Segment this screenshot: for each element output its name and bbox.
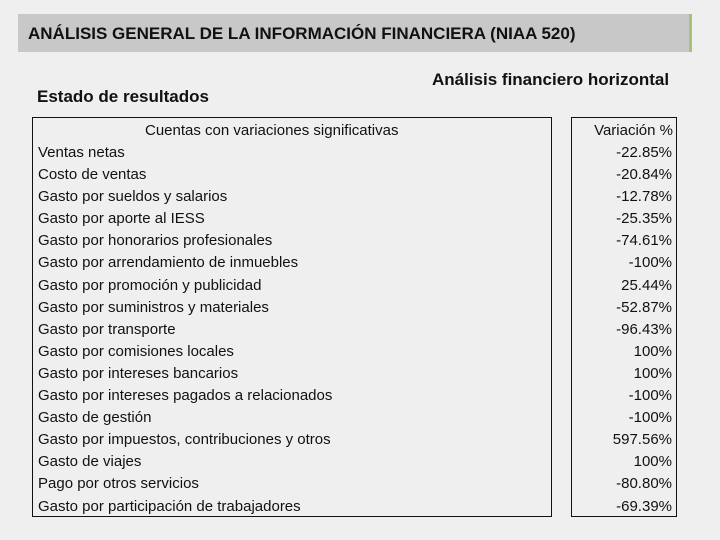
account-cell: Gasto por impuestos, contribuciones y otros — [38, 431, 331, 449]
account-cell: Gasto por sueldos y salarios — [38, 188, 228, 206]
account-cell: Costo de ventas — [38, 166, 147, 184]
variation-header: Variación % — [594, 122, 673, 139]
account-cell: Ventas netas — [38, 144, 125, 161]
account-cell: Gasto por participación de trabajadores — [38, 497, 301, 515]
variation-cell: -69.39% — [616, 497, 672, 515]
account-cell: Gasto por transporte — [38, 320, 176, 338]
account-cell: Gasto por honorarios profesionales — [38, 232, 273, 250]
accounts-list — [38, 142, 332, 518]
account-cell: Gasto por suministros y materiales — [38, 298, 269, 316]
variation-cell: 100% — [633, 453, 672, 471]
variation-cell: 100% — [633, 364, 672, 382]
account-cell: Gasto de viajes — [38, 453, 142, 471]
variations-list — [613, 142, 672, 518]
account-cell: Gasto por arrendamiento de inmuebles — [38, 254, 299, 272]
variation-cell: -100% — [628, 409, 672, 427]
account-cell: Gasto de gestión — [38, 409, 152, 427]
variation-cell: 597.56% — [612, 431, 672, 449]
variation-cell: -52.87% — [616, 298, 672, 316]
variation-cell: -80.80% — [616, 475, 672, 493]
account-cell: Gasto por intereses pagados a relacionados — [38, 387, 333, 405]
variation-cell: -22.85% — [616, 144, 672, 161]
account-cell: Gasto por promoción y publicidad — [38, 276, 262, 294]
accounts-header: Cuentas con variaciones significativas — [145, 122, 399, 139]
variation-cell: -100% — [628, 254, 672, 272]
account-cell: Pago por otros servicios — [38, 475, 199, 493]
variation-cell: -96.43% — [616, 320, 672, 338]
section-title-right: Análisis financiero horizontal — [432, 70, 670, 89]
variation-cell: -74.61% — [616, 232, 672, 250]
variation-cell: 100% — [633, 342, 672, 360]
account-cell: Gasto por intereses bancarios — [38, 364, 239, 382]
variation-cell: -12.78% — [616, 188, 672, 206]
title-bar — [18, 14, 692, 52]
section-title-left: Estado de resultados — [37, 87, 209, 106]
account-cell: Gasto por aporte al IESS — [38, 210, 205, 228]
page-title: ANÁLISIS GENERAL DE LA INFORMACIÓN FINANCIERA (NIAA 520) — [28, 24, 576, 43]
variation-cell: -20.84% — [616, 166, 672, 184]
account-cell: Gasto por comisiones locales — [38, 342, 234, 360]
variation-cell: -100% — [628, 387, 672, 405]
variation-cell: -25.35% — [616, 210, 672, 228]
variation-cell: 25.44% — [621, 276, 672, 294]
